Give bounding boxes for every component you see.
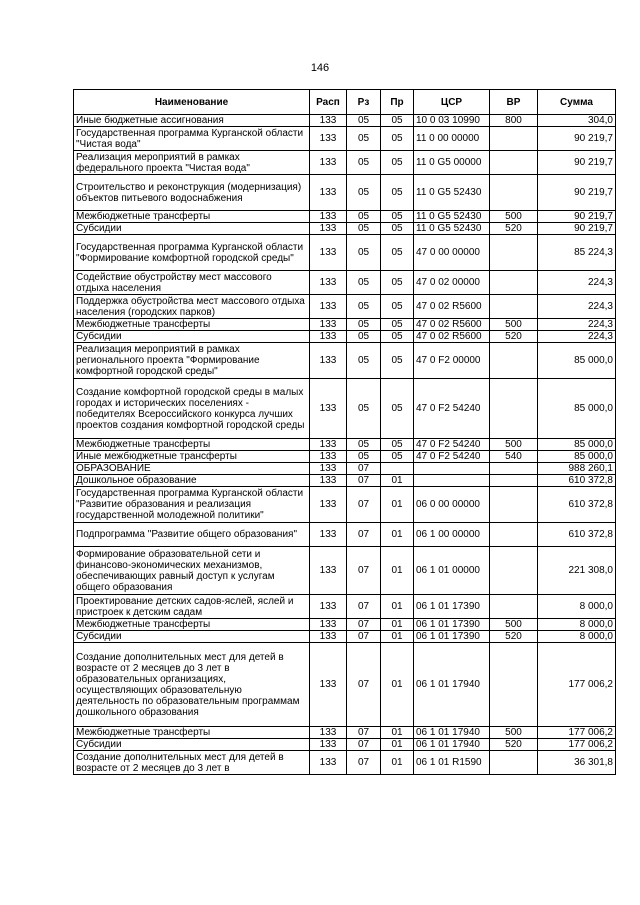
- cell-rasp: 133: [310, 451, 347, 463]
- table-row: [74, 487, 616, 523]
- cell-name: Субсидии: [74, 331, 310, 343]
- cell-csr: 06 0 00 00000: [414, 487, 490, 523]
- cell-vr: 500: [490, 319, 538, 331]
- cell-csr: 47 0 02 00000: [414, 271, 490, 295]
- cell-rz: 07: [347, 643, 381, 727]
- cell-sum: 90 219,7: [538, 151, 616, 175]
- cell-sum: 224,3: [538, 319, 616, 331]
- cell-name: Межбюджетные трансферты: [74, 619, 310, 631]
- table-row: [74, 523, 616, 547]
- cell-sum: 988 260,1: [538, 463, 616, 475]
- cell-sum: 224,3: [538, 295, 616, 319]
- cell-rasp: 133: [310, 439, 347, 451]
- table-row: [74, 343, 616, 379]
- cell-name: Создание комфортной городской среды в малых городах и исторических поселениях - победителях Всероссийского конкурса лучших проектов создания комфортной городской среды: [74, 379, 310, 439]
- cell-rz: 07: [347, 523, 381, 547]
- table-row: [74, 319, 616, 331]
- cell-vr: [490, 151, 538, 175]
- cell-vr: 800: [490, 115, 538, 127]
- cell-rz: 05: [347, 211, 381, 223]
- cell-pr: 05: [381, 151, 414, 175]
- cell-pr: 05: [381, 451, 414, 463]
- cell-pr: 05: [381, 295, 414, 319]
- header-name: Наименование: [74, 90, 310, 115]
- cell-csr: 47 0 02 R5600: [414, 319, 490, 331]
- cell-rz: 07: [347, 727, 381, 739]
- cell-csr: 47 0 00 00000: [414, 235, 490, 271]
- cell-pr: [381, 463, 414, 475]
- cell-rasp: 133: [310, 487, 347, 523]
- cell-rz: 05: [347, 331, 381, 343]
- cell-csr: 47 0 02 R5600: [414, 295, 490, 319]
- cell-sum: 224,3: [538, 331, 616, 343]
- cell-rz: 05: [347, 175, 381, 211]
- header-row: [74, 90, 616, 115]
- cell-pr: 01: [381, 619, 414, 631]
- cell-sum: 85 000,0: [538, 379, 616, 439]
- cell-pr: 05: [381, 271, 414, 295]
- cell-pr: 01: [381, 595, 414, 619]
- header-csr: ЦСР: [414, 90, 490, 115]
- cell-sum: 8 000,0: [538, 619, 616, 631]
- table-row: [74, 475, 616, 487]
- cell-sum: 177 006,2: [538, 643, 616, 727]
- cell-sum: 610 372,8: [538, 523, 616, 547]
- table-row: [74, 379, 616, 439]
- cell-name: Реализация мероприятий в рамках регионального проекта "Формирование комфортной городской среды": [74, 343, 310, 379]
- table-row: [74, 451, 616, 463]
- cell-rasp: 133: [310, 619, 347, 631]
- cell-csr: 47 0 F2 54240: [414, 379, 490, 439]
- cell-vr: 500: [490, 211, 538, 223]
- cell-csr: [414, 475, 490, 487]
- cell-name: Субсидии: [74, 223, 310, 235]
- table-row: [74, 151, 616, 175]
- table-row: [74, 271, 616, 295]
- cell-name: Строительство и реконструкция (модернизация) объектов питьевого водоснабжения: [74, 175, 310, 211]
- table-row: [74, 739, 616, 751]
- cell-rz: 05: [347, 235, 381, 271]
- cell-rasp: 133: [310, 379, 347, 439]
- cell-rasp: 133: [310, 739, 347, 751]
- cell-rz: 07: [347, 751, 381, 775]
- cell-sum: 90 219,7: [538, 175, 616, 211]
- cell-sum: 90 219,7: [538, 223, 616, 235]
- cell-rasp: 133: [310, 223, 347, 235]
- cell-sum: 610 372,8: [538, 487, 616, 523]
- cell-pr: 01: [381, 751, 414, 775]
- cell-csr: 11 0 G5 52430: [414, 175, 490, 211]
- cell-name: Иные межбюджетные трансферты: [74, 451, 310, 463]
- cell-name: Формирование образовательной сети и финансово-экономических механизмов, обеспечивающих равный доступ к услугам общего образования: [74, 547, 310, 595]
- cell-csr: 06 1 01 17940: [414, 727, 490, 739]
- cell-rasp: 133: [310, 631, 347, 643]
- cell-vr: [490, 175, 538, 211]
- cell-name: Проектирование детских садов-яслей, яслей и пристроек к детским садам: [74, 595, 310, 619]
- cell-csr: 11 0 G5 00000: [414, 151, 490, 175]
- header-vr: ВР: [490, 90, 538, 115]
- cell-name: Межбюджетные трансферты: [74, 439, 310, 451]
- cell-rz: 05: [347, 439, 381, 451]
- cell-vr: [490, 751, 538, 775]
- cell-vr: [490, 475, 538, 487]
- cell-vr: [490, 595, 538, 619]
- cell-csr: 47 0 F2 00000: [414, 343, 490, 379]
- cell-name: Межбюджетные трансферты: [74, 727, 310, 739]
- cell-name: Иные бюджетные ассигнования: [74, 115, 310, 127]
- cell-rasp: 133: [310, 211, 347, 223]
- cell-rasp: 133: [310, 295, 347, 319]
- cell-csr: 11 0 00 00000: [414, 127, 490, 151]
- cell-name: Содействие обустройству мест массового отдыха населения: [74, 271, 310, 295]
- table-row: [74, 235, 616, 271]
- cell-csr: 06 1 01 17390: [414, 619, 490, 631]
- table-row: [74, 127, 616, 151]
- cell-vr: [490, 127, 538, 151]
- cell-rz: 07: [347, 739, 381, 751]
- cell-rasp: 133: [310, 175, 347, 211]
- cell-vr: 500: [490, 439, 538, 451]
- cell-vr: [490, 235, 538, 271]
- cell-name: Подпрограмма "Развитие общего образования": [74, 523, 310, 547]
- cell-rz: 07: [347, 475, 381, 487]
- cell-csr: 06 1 01 17390: [414, 631, 490, 643]
- cell-pr: 05: [381, 331, 414, 343]
- cell-pr: 05: [381, 127, 414, 151]
- cell-pr: 05: [381, 343, 414, 379]
- cell-sum: 610 372,8: [538, 475, 616, 487]
- cell-pr: 05: [381, 175, 414, 211]
- cell-csr: 06 1 01 17390: [414, 595, 490, 619]
- table-body: [74, 115, 616, 775]
- cell-vr: 540: [490, 451, 538, 463]
- cell-rz: 05: [347, 451, 381, 463]
- cell-vr: 520: [490, 223, 538, 235]
- cell-vr: 500: [490, 619, 538, 631]
- table-row: [74, 751, 616, 775]
- cell-vr: 500: [490, 727, 538, 739]
- cell-name: Создание дополнительных мест для детей в возрасте от 2 месяцев до 3 лет в: [74, 751, 310, 775]
- table-row: [74, 595, 616, 619]
- cell-pr: 05: [381, 379, 414, 439]
- cell-rz: 05: [347, 115, 381, 127]
- cell-rz: 07: [347, 631, 381, 643]
- cell-name: ОБРАЗОВАНИЕ: [74, 463, 310, 475]
- cell-rz: 05: [347, 319, 381, 331]
- cell-name: Дошкольное образование: [74, 475, 310, 487]
- cell-rz: 05: [347, 223, 381, 235]
- cell-vr: [490, 295, 538, 319]
- cell-vr: 520: [490, 631, 538, 643]
- cell-sum: 221 308,0: [538, 547, 616, 595]
- cell-pr: 05: [381, 439, 414, 451]
- cell-vr: [490, 463, 538, 475]
- cell-csr: 06 1 01 17940: [414, 739, 490, 751]
- cell-pr: 05: [381, 115, 414, 127]
- cell-csr: 47 0 F2 54240: [414, 451, 490, 463]
- table-row: [74, 115, 616, 127]
- table-row: [74, 223, 616, 235]
- cell-rasp: 133: [310, 475, 347, 487]
- cell-pr: 01: [381, 631, 414, 643]
- cell-rasp: 133: [310, 547, 347, 595]
- cell-sum: 85 224,3: [538, 235, 616, 271]
- cell-name: Реализация мероприятий в рамках федерального проекта "Чистая вода": [74, 151, 310, 175]
- cell-sum: 36 301,8: [538, 751, 616, 775]
- cell-rz: 05: [347, 295, 381, 319]
- cell-pr: 01: [381, 727, 414, 739]
- cell-vr: [490, 643, 538, 727]
- table-row: [74, 175, 616, 211]
- cell-csr: 06 1 01 17940: [414, 643, 490, 727]
- cell-pr: 05: [381, 211, 414, 223]
- cell-vr: 520: [490, 331, 538, 343]
- cell-rz: 07: [347, 487, 381, 523]
- cell-vr: [490, 343, 538, 379]
- cell-sum: 177 006,2: [538, 727, 616, 739]
- cell-rasp: 133: [310, 319, 347, 331]
- cell-csr: 06 1 01 00000: [414, 547, 490, 595]
- table-row: [74, 463, 616, 475]
- cell-pr: 01: [381, 547, 414, 595]
- header-sum: Сумма: [538, 90, 616, 115]
- cell-rasp: 133: [310, 127, 347, 151]
- cell-sum: 85 000,0: [538, 451, 616, 463]
- cell-sum: 304,0: [538, 115, 616, 127]
- cell-csr: 47 0 02 R5600: [414, 331, 490, 343]
- cell-sum: 85 000,0: [538, 343, 616, 379]
- cell-pr: 01: [381, 475, 414, 487]
- cell-name: Субсидии: [74, 739, 310, 751]
- cell-pr: 01: [381, 523, 414, 547]
- cell-rasp: 133: [310, 331, 347, 343]
- cell-sum: 8 000,0: [538, 631, 616, 643]
- cell-sum: 224,3: [538, 271, 616, 295]
- table-row: [74, 547, 616, 595]
- cell-rasp: 133: [310, 271, 347, 295]
- page-number: 146: [310, 62, 330, 74]
- table-row: [74, 295, 616, 319]
- cell-csr: 06 1 01 R1590: [414, 751, 490, 775]
- cell-name: Государственная программа Курганской области "Формирование комфортной городской среды": [74, 235, 310, 271]
- budget-table: [73, 89, 616, 775]
- cell-sum: 177 006,2: [538, 739, 616, 751]
- cell-rz: 05: [347, 379, 381, 439]
- cell-csr: 10 0 03 10990: [414, 115, 490, 127]
- cell-name: Межбюджетные трансферты: [74, 211, 310, 223]
- cell-rasp: 133: [310, 727, 347, 739]
- cell-pr: 05: [381, 223, 414, 235]
- cell-rz: 05: [347, 343, 381, 379]
- cell-rasp: 133: [310, 751, 347, 775]
- cell-csr: 11 0 G5 52430: [414, 211, 490, 223]
- cell-rz: 07: [347, 619, 381, 631]
- cell-rasp: 133: [310, 343, 347, 379]
- cell-sum: 85 000,0: [538, 439, 616, 451]
- table-row: [74, 631, 616, 643]
- cell-csr: 47 0 F2 54240: [414, 439, 490, 451]
- cell-vr: [490, 523, 538, 547]
- cell-sum: 90 219,7: [538, 127, 616, 151]
- cell-rz: 05: [347, 127, 381, 151]
- cell-csr: 06 1 00 00000: [414, 523, 490, 547]
- cell-pr: 01: [381, 487, 414, 523]
- cell-rz: 05: [347, 151, 381, 175]
- cell-pr: 01: [381, 643, 414, 727]
- header-rz: Рз: [347, 90, 381, 115]
- cell-rasp: 133: [310, 235, 347, 271]
- cell-rasp: 133: [310, 595, 347, 619]
- cell-sum: 8 000,0: [538, 595, 616, 619]
- cell-rasp: 133: [310, 115, 347, 127]
- cell-name: Межбюджетные трансферты: [74, 319, 310, 331]
- table-row: [74, 727, 616, 739]
- cell-pr: 05: [381, 319, 414, 331]
- header-pr: Пр: [381, 90, 414, 115]
- cell-vr: 520: [490, 739, 538, 751]
- cell-rz: 07: [347, 463, 381, 475]
- cell-vr: [490, 379, 538, 439]
- cell-name: Субсидии: [74, 631, 310, 643]
- cell-rasp: 133: [310, 643, 347, 727]
- cell-rz: 05: [347, 271, 381, 295]
- cell-rz: 07: [347, 595, 381, 619]
- cell-rasp: 133: [310, 523, 347, 547]
- cell-pr: 05: [381, 235, 414, 271]
- cell-rz: 07: [347, 547, 381, 595]
- header-rasp: Расп: [310, 90, 347, 115]
- cell-name: Создание дополнительных мест для детей в возрасте от 2 месяцев до 3 лет в образовательных организациях, осуществляющих образовательную деятельность по образовательным программам дошкольного образования: [74, 643, 310, 727]
- cell-rasp: 133: [310, 463, 347, 475]
- cell-vr: [490, 487, 538, 523]
- cell-csr: 11 0 G5 52430: [414, 223, 490, 235]
- table-row: [74, 331, 616, 343]
- table-row: [74, 643, 616, 727]
- cell-name: Поддержка обустройства мест массового отдыха населения (городских парков): [74, 295, 310, 319]
- cell-pr: 01: [381, 739, 414, 751]
- cell-name: Государственная программа Курганской области "Чистая вода": [74, 127, 310, 151]
- cell-vr: [490, 271, 538, 295]
- table-row: [74, 439, 616, 451]
- cell-csr: [414, 463, 490, 475]
- cell-vr: [490, 547, 538, 595]
- table-row: [74, 211, 616, 223]
- table-row: [74, 619, 616, 631]
- cell-sum: 90 219,7: [538, 211, 616, 223]
- cell-name: Государственная программа Курганской области "Развитие образования и реализация государственной молодежной политики": [74, 487, 310, 523]
- cell-rasp: 133: [310, 151, 347, 175]
